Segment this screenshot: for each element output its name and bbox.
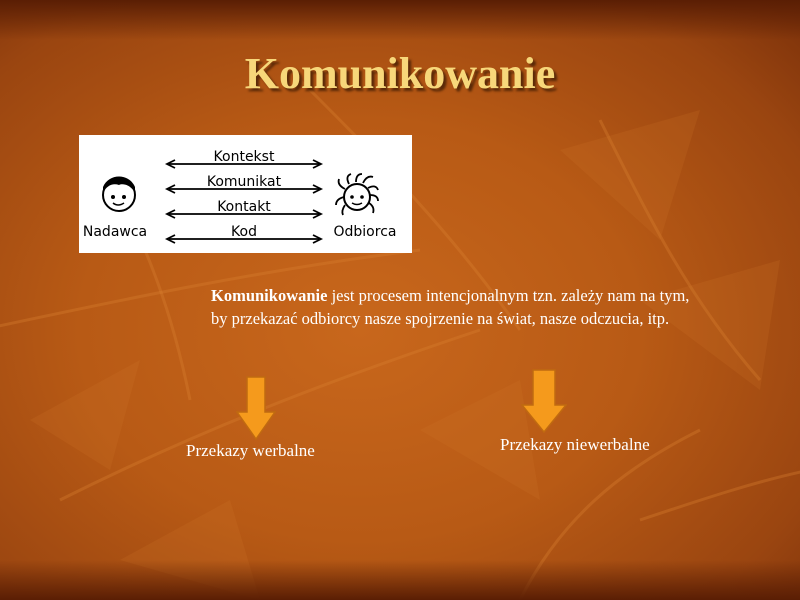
sender-face-icon [103,177,135,212]
verbal-messages-label: Przekazy werbalne [186,441,315,460]
slide-title: Komunikowanie [244,49,556,98]
arrow-label-context: Kontekst [213,149,275,165]
down-arrow-nonverbal-icon [521,369,567,433]
bottom-shade [0,560,800,600]
definition-term: Komunikowanie [211,286,328,305]
sender-label: Nadawca [82,224,148,240]
definition-text: jest procesem intencjonalnym tzn. zależy nam na tym, by przekazać odbiorcy nasze spojrzenie na świat, nasze odczucia, itp. [211,286,690,328]
down-arrow-verbal-icon [236,376,276,440]
arrow-label-message: Komunikat [206,174,282,190]
arrow-label-code: Kod [231,224,257,240]
nonverbal-messages-label: Przekazy niewerbalne [500,435,650,454]
top-shade [0,0,800,40]
receiver-label: Odbiorca [333,224,397,240]
arrow-label-contact: Kontakt [217,199,271,215]
receiver-face-icon [336,174,378,215]
definition-paragraph [211,284,701,330]
communication-diagram [79,135,412,253]
